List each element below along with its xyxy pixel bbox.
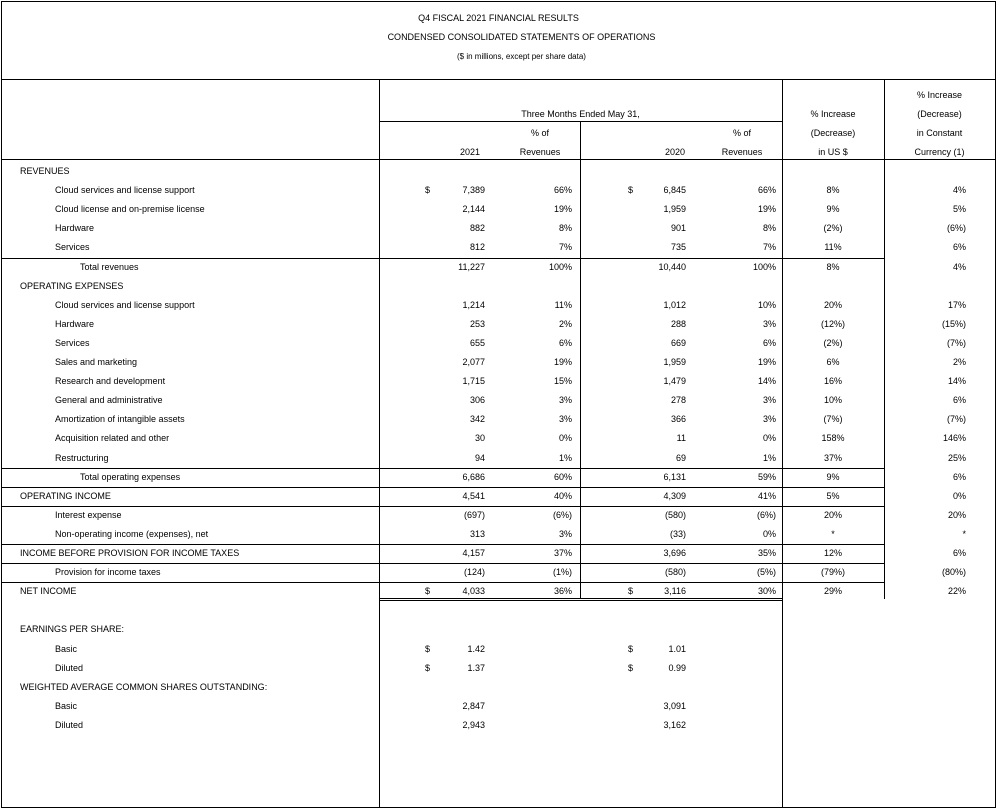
change-constant-currency: (7%) (946, 338, 966, 348)
value-2021: 253 (469, 319, 485, 329)
header-divider (1, 79, 996, 80)
row-label: Cloud license and on-premise license (55, 204, 205, 214)
value-2021: 4,541 (462, 491, 485, 501)
col-divider-2020 (782, 79, 783, 807)
pct-2020: 41% (757, 491, 776, 501)
change-usd: 5% (826, 491, 840, 501)
change-constant-currency: 25% (947, 453, 966, 463)
value-2021: 2,943 (462, 720, 485, 730)
inc-cc-line-2: (Decrease) (917, 109, 962, 119)
value-2020: 1,959 (663, 204, 686, 214)
row-label: Basic (55, 644, 78, 654)
pct-2021: 1% (558, 453, 572, 463)
subtotal-rule (1, 468, 884, 469)
pct-2020: 59% (757, 472, 776, 482)
pct-2021: (6%) (552, 510, 572, 520)
value-2020: 4,309 (663, 491, 686, 501)
change-constant-currency: (15%) (941, 319, 966, 329)
value-2020: 1.01 (668, 644, 686, 654)
value-2020: 278 (670, 395, 686, 405)
value-2021: 342 (469, 414, 485, 424)
change-usd: 8% (826, 185, 840, 195)
row-label: Hardware (55, 319, 95, 329)
pct-2021: 3% (558, 395, 572, 405)
value-2021: 30 (474, 433, 485, 443)
change-constant-currency: 2% (952, 357, 966, 367)
inc-cc-line-4: Currency (1) (914, 147, 965, 157)
value-2021: 4,157 (462, 548, 485, 558)
pct-of-2020-label: % of (732, 128, 751, 138)
row-label: Services (55, 338, 90, 348)
subtotal-rule (1, 544, 884, 545)
frame-bottom (1, 807, 996, 808)
value-2021: 313 (469, 529, 485, 539)
value-2020: 69 (675, 453, 686, 463)
value-2021: 2,077 (462, 357, 485, 367)
pct-2021: 100% (548, 262, 572, 272)
pct-2020: 66% (757, 185, 776, 195)
pct-2020: 30% (757, 586, 776, 596)
pct-2020: 1% (762, 453, 776, 463)
row-label: Services (55, 242, 90, 252)
change-usd: 9% (826, 204, 840, 214)
row-label: Research and development (55, 376, 166, 386)
pct-2021: 3% (558, 414, 572, 424)
change-constant-currency: 6% (952, 242, 966, 252)
row-label: Amortization of intangible assets (55, 414, 185, 424)
value-2021: 2,847 (462, 701, 485, 711)
subtotal-rule (1, 258, 884, 259)
dollar-2020: $ (628, 663, 634, 673)
value-2020: (33) (669, 529, 686, 539)
dollar-2021: $ (425, 663, 431, 673)
row-label: Hardware (55, 223, 95, 233)
value-2020: 901 (670, 223, 686, 233)
value-2020: 669 (670, 338, 686, 348)
inc-cc-line-1: % Increase (916, 90, 963, 100)
inc-cc-line-3: in Constant (916, 128, 963, 138)
pct-2020: 3% (762, 414, 776, 424)
pct-2020: 19% (757, 204, 776, 214)
change-usd: 10% (823, 395, 842, 405)
pct-2020: 7% (762, 242, 776, 252)
pct-2021: 37% (553, 548, 572, 558)
value-2021: (697) (463, 510, 485, 520)
dollar-2021: $ (425, 644, 431, 654)
value-2021: 306 (469, 395, 485, 405)
change-usd: 37% (823, 453, 842, 463)
inc-usd-line-2: (Decrease) (810, 128, 856, 138)
row-label: Restructuring (55, 453, 109, 463)
pct-2020: 0% (762, 433, 776, 443)
change-constant-currency: (6%) (946, 223, 966, 233)
subtotal-rule (1, 582, 884, 583)
value-2020: (580) (664, 567, 686, 577)
change-constant-currency: 20% (947, 510, 966, 520)
pct-2021: 11% (554, 300, 572, 310)
row-label: Diluted (55, 663, 84, 673)
pct-2021: 19% (553, 357, 572, 367)
value-2021: 11,227 (458, 262, 485, 272)
pct-2021: 19% (553, 204, 572, 214)
pct-2021: 66% (553, 185, 572, 195)
change-constant-currency: 6% (952, 395, 966, 405)
revenues-2020-label: Revenues (721, 147, 763, 157)
change-constant-currency: 17% (947, 300, 966, 310)
pct-2021: (1%) (552, 567, 572, 577)
value-2020: 3,116 (664, 586, 686, 596)
value-2020: 0.99 (668, 663, 686, 673)
value-2020: 1,959 (663, 357, 686, 367)
row-label: Provision for income taxes (55, 567, 161, 577)
pct-2020: 19% (757, 357, 776, 367)
change-usd: 12% (823, 548, 842, 558)
change-usd: (2%) (823, 338, 843, 348)
value-2020: 366 (670, 414, 686, 424)
pct-2020: (5%) (756, 567, 776, 577)
pct-2021: 8% (558, 223, 572, 233)
year-2021-label: 2021 (459, 147, 481, 157)
frame-top (1, 1, 996, 2)
row-label: Basic (55, 701, 78, 711)
value-2020: 10,440 (658, 262, 686, 272)
row-label: REVENUES (20, 166, 70, 176)
pct-2020: 3% (762, 395, 776, 405)
row-label: Diluted (55, 720, 84, 730)
revenues-2021-label: Revenues (519, 147, 561, 157)
change-usd: 6% (826, 357, 840, 367)
frame-left (1, 1, 2, 807)
row-label: General and administrative (55, 395, 163, 405)
row-label: INCOME BEFORE PROVISION FOR INCOME TAXES (20, 548, 240, 558)
value-2020: 3,162 (663, 720, 686, 730)
dollar-2020: $ (628, 644, 634, 654)
subtotal-rule (1, 487, 884, 488)
dollar-2021: $ (425, 185, 431, 195)
report-subtitle: CONDENSED CONSOLIDATED STATEMENTS OF OPERATIONS (387, 32, 656, 42)
value-2020: 3,696 (663, 548, 686, 558)
row-label: OPERATING EXPENSES (20, 281, 124, 291)
pct-2021: 7% (558, 242, 572, 252)
frame-right (995, 1, 996, 807)
row-label: Interest expense (55, 510, 122, 520)
report-units: ($ in millions, except per share data) (457, 52, 586, 61)
pct-2020: 3% (762, 319, 776, 329)
value-2021: 882 (469, 223, 485, 233)
value-2020: 288 (670, 319, 686, 329)
value-2021: 1,715 (462, 376, 485, 386)
change-constant-currency: 6% (952, 548, 966, 558)
period-header: Three Months Ended May 31, (521, 109, 640, 119)
row-label: Cloud services and license support (55, 300, 195, 310)
pct-2021: 6% (558, 338, 572, 348)
value-2020: 6,131 (663, 472, 686, 482)
change-usd: (79%) (820, 567, 845, 577)
year-2020-label: 2020 (664, 147, 686, 157)
change-constant-currency: (7%) (946, 414, 966, 424)
row-label: Total revenues (80, 262, 139, 272)
value-2021: 1.42 (467, 644, 485, 654)
pct-2021: 60% (553, 472, 572, 482)
value-2021: 812 (469, 242, 485, 252)
value-2021: (124) (463, 567, 485, 577)
column-header-bottom-rule (1, 159, 996, 160)
pct-2020: 14% (757, 376, 776, 386)
pct-2021: 15% (553, 376, 572, 386)
row-label: EARNINGS PER SHARE: (20, 624, 125, 634)
pct-2020: 0% (762, 529, 776, 539)
change-constant-currency: 14% (947, 376, 966, 386)
value-2020: 3,091 (663, 701, 686, 711)
change-usd: 16% (823, 376, 842, 386)
col-divider-label (379, 79, 380, 807)
pct-2021: 0% (558, 433, 572, 443)
value-2020: 11 (676, 433, 686, 443)
value-2021: 1,214 (462, 300, 485, 310)
row-label: Acquisition related and other (55, 433, 170, 443)
row-label: NET INCOME (20, 586, 77, 596)
change-constant-currency: 6% (952, 472, 966, 482)
dollar-2020: $ (628, 586, 634, 596)
col-divider-2021 (580, 122, 581, 599)
change-usd: * (831, 529, 835, 539)
change-usd: 158% (821, 433, 845, 443)
pct-2020: 35% (757, 548, 776, 558)
inc-usd-line-1: % Increase (810, 109, 856, 119)
value-2020: 1,012 (663, 300, 686, 310)
change-constant-currency: 0% (952, 491, 966, 501)
period-underline (379, 121, 782, 122)
row-label: Total operating expenses (80, 472, 181, 482)
total-double-rule (379, 600, 782, 601)
change-usd: 8% (826, 262, 840, 272)
inc-usd-line-3: in US $ (818, 147, 848, 157)
change-usd: (7%) (823, 414, 843, 424)
dollar-2020: $ (628, 185, 634, 195)
pct-2020: 10% (757, 300, 776, 310)
pct-2020: 8% (762, 223, 776, 233)
value-2021: 7,389 (462, 185, 485, 195)
change-usd: (12%) (820, 319, 845, 329)
subtotal-rule (1, 506, 884, 507)
change-constant-currency: * (962, 529, 966, 539)
change-usd: 20% (823, 510, 842, 520)
pct-of-2021-label: % of (530, 128, 549, 138)
pct-2021: 36% (553, 586, 572, 596)
change-usd: 29% (823, 586, 842, 596)
value-2020: (580) (664, 510, 686, 520)
pct-2021: 40% (553, 491, 572, 501)
pct-2020: (6%) (756, 510, 776, 520)
change-usd: 20% (823, 300, 842, 310)
value-2021: 2,144 (462, 204, 485, 214)
pct-2021: 2% (558, 319, 572, 329)
dollar-2021: $ (425, 586, 431, 596)
change-usd: 11% (824, 242, 842, 252)
change-constant-currency: 22% (947, 586, 966, 596)
row-label: Non-operating income (expenses), net (55, 529, 209, 539)
row-label: Sales and marketing (55, 357, 138, 367)
subtotal-rule (1, 563, 884, 564)
value-2020: 6,845 (663, 185, 686, 195)
pct-2021: 3% (558, 529, 572, 539)
change-usd: 9% (826, 472, 840, 482)
report-title: Q4 FISCAL 2021 FINANCIAL RESULTS (418, 13, 579, 23)
change-constant-currency: 5% (952, 204, 966, 214)
change-constant-currency: 146% (942, 433, 966, 443)
value-2020: 735 (670, 242, 686, 252)
row-label: Cloud services and license support (55, 185, 195, 195)
row-label: OPERATING INCOME (20, 491, 111, 501)
value-2021: 1.37 (467, 663, 485, 673)
pct-2020: 100% (752, 262, 776, 272)
value-2021: 6,686 (462, 472, 485, 482)
value-2021: 94 (474, 453, 485, 463)
value-2021: 4,033 (462, 586, 485, 596)
change-usd: (2%) (823, 223, 843, 233)
value-2021: 655 (469, 338, 485, 348)
change-constant-currency: (80%) (941, 567, 966, 577)
change-constant-currency: 4% (952, 185, 966, 195)
total-double-rule (379, 598, 782, 599)
row-label: WEIGHTED AVERAGE COMMON SHARES OUTSTANDING: (20, 682, 268, 692)
change-constant-currency: 4% (952, 262, 966, 272)
value-2020: 1,479 (663, 376, 686, 386)
pct-2020: 6% (762, 338, 776, 348)
